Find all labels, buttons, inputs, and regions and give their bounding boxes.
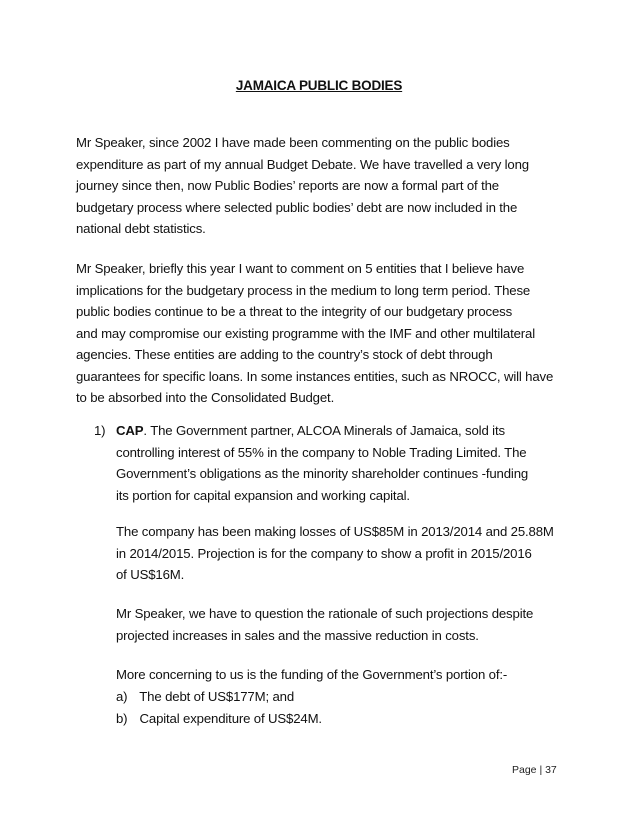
sub-item-text: Capital expenditure of US$24M. [139, 711, 322, 726]
text-line: Mr Speaker, we have to question the rationale of such projections despite [116, 606, 534, 621]
paragraph-entities [76, 258, 566, 409]
text-line: agencies. These entities are adding to the country’s stock of debt through [76, 347, 493, 362]
page-title: JAMAICA PUBLIC BODIES [235, 78, 403, 93]
page-number: Page | 37 [512, 764, 557, 776]
sub-item-b [116, 708, 322, 730]
text-line: Government’s obligations as the minority shareholder continues -funding [116, 466, 529, 481]
list-item-body [116, 420, 564, 506]
text-line: Mr Speaker, since 2002 I have made been commenting on the public bodies [76, 135, 510, 150]
text-line: controlling interest of 55% in the company to Noble Trading Limited. The [116, 444, 527, 460]
list-item-body [116, 664, 564, 686]
text-line: budgetary process where selected public bodies’ debt are now included in the [76, 199, 518, 215]
text-line: and may compromise our existing programme with the IMF and other multilateral [76, 325, 535, 341]
text-line: Mr Speaker, briefly this year I want to comment on 5 entities that I believe have [76, 261, 525, 276]
text-line: of US$16M. [116, 567, 185, 582]
text-line: projected increases in sales and the massive reduction in costs. [116, 627, 479, 643]
sub-item-text: The debt of US$177M; and [139, 689, 295, 704]
text-line: its portion for capital expansion and working capital. [116, 487, 410, 503]
text-line: guarantees for specific loans. In some instances entities, such as NROCC, will have [76, 368, 554, 384]
list-number: 1) [94, 423, 106, 438]
text-line [116, 420, 564, 442]
text-line: More concerning to us is the funding of the Government’s portion of:- [116, 667, 508, 682]
text-fragment: . The Government partner, ALCOA Minerals of Jamaica, sold its [143, 423, 505, 438]
text-line: national debt statistics. [76, 221, 206, 236]
text-line: implications for the budgetary process in the medium to long term period. These [76, 282, 531, 298]
sub-item-a [116, 686, 294, 708]
list-item-body [116, 521, 564, 586]
text-line: public bodies continue to be a threat to the integrity of our budgetary process [76, 304, 513, 319]
sub-item-letter: a) [116, 689, 128, 704]
text-line: expenditure as part of my annual Budget Debate. We have travelled a very long [76, 156, 529, 172]
text-line: in 2014/2015. Projection is for the company to show a profit in 2015/2016 [116, 545, 532, 561]
paragraph-intro [76, 132, 566, 240]
text-line: journey since then, now Public Bodies’ reports are now a formal part of the [76, 178, 499, 193]
text-line: The company has been making losses of US$85M in 2013/2014 and 25.88M [116, 524, 554, 539]
list-item-body [116, 603, 564, 646]
entity-label: CAP [116, 423, 144, 438]
sub-item-letter: b) [116, 711, 128, 726]
text-line: to be absorbed into the Consolidated Budget. [76, 390, 335, 405]
